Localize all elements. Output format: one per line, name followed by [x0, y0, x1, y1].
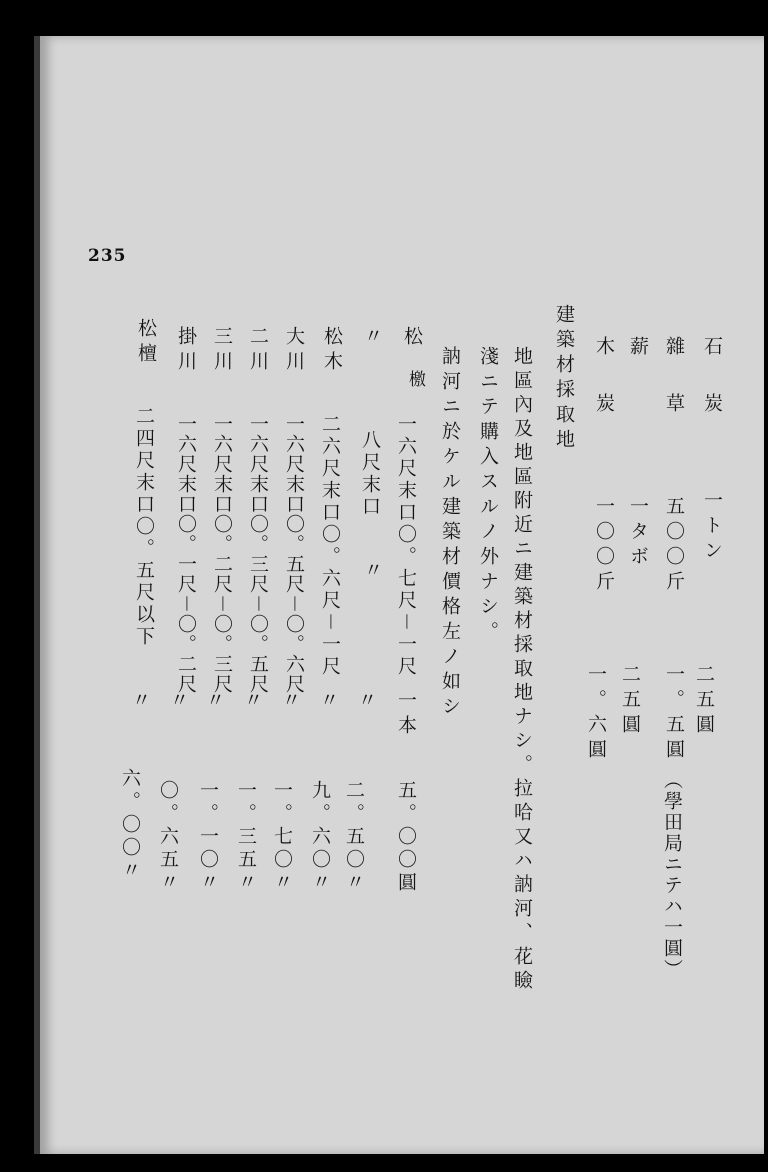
timber-row-8-unit: 〃	[129, 690, 151, 715]
item-charcoal-unit: 一〇〇斤	[593, 496, 615, 596]
timber-row-6-unit: 〃	[203, 690, 225, 715]
timber-row-1-size: 一六尺末口〇。七尺－一尺	[395, 414, 417, 679]
timber-row-2-price: 二。五〇〃	[343, 780, 365, 895]
timber-row-2-ditto: 〃	[361, 560, 383, 585]
timber-row-8-name: 松檀	[135, 318, 157, 368]
timber-row-3-name: 松木	[321, 326, 343, 376]
section-paragraph-3: 訥河ニ於ケル建築材價格左ノ如シ	[439, 346, 461, 721]
timber-row-7-size: 一六尺末口〇。一尺－〇。二尺	[175, 414, 197, 695]
timber-row-8-size: 二四尺末口〇。五尺以下	[133, 406, 155, 648]
timber-row-7-name: 掛川	[175, 326, 197, 376]
timber-row-4-unit: 〃	[279, 690, 301, 715]
timber-row-1-unit: 一本	[395, 690, 417, 740]
item-charcoal-name: 木炭	[593, 336, 615, 450]
section-paragraph-2: 淺ニテ購入スルノ外ナシ。	[477, 346, 499, 646]
timber-row-4-price: 一。七〇〃	[271, 780, 293, 895]
timber-row-6-name: 三川	[211, 326, 233, 376]
item-coal-price: 二五圓	[693, 664, 715, 739]
timber-row-1-price: 五。〇〇圓	[395, 780, 417, 895]
item-hay-note: （學田局ニテハ一圓）	[661, 770, 683, 980]
timber-row-5-unit: 〃	[241, 690, 263, 715]
timber-row-2-name: 〃	[361, 326, 383, 351]
section-paragraph-1: 地區內及地區附近ニ建築材採取地ナシ。拉哈又ハ訥河、花瞼	[511, 346, 533, 994]
timber-row-3-size: 二六尺末口〇。六尺－一尺	[319, 414, 341, 679]
timber-row-5-price: 一。三五〃	[235, 780, 257, 895]
timber-row-5-name: 二川	[247, 326, 269, 376]
item-firewood-name: 薪	[627, 336, 649, 361]
item-hay-unit: 五〇〇斤	[663, 496, 685, 596]
timber-row-4-size: 一六尺末口〇。五尺－〇。六尺	[283, 414, 305, 695]
timber-row-3-price: 九。六〇〃	[309, 780, 331, 895]
timber-row-1-sub: 檄	[405, 370, 425, 393]
timber-row-1-name: 松	[401, 326, 423, 351]
item-hay-price: 一。五圓	[663, 664, 685, 764]
item-coal-name: 石炭	[701, 336, 723, 450]
item-firewood-unit: 一タボ	[627, 496, 649, 571]
item-firewood-price: 二五圓	[619, 664, 641, 739]
timber-row-7-unit: 〃	[167, 690, 189, 715]
timber-row-7-price: 〇。六五〃	[157, 780, 179, 895]
timber-row-6-size: 一六尺末口〇。二尺－〇。三尺	[211, 414, 233, 695]
timber-row-2-size: 八尺末口	[359, 430, 381, 518]
timber-row-2-unit: 〃	[355, 690, 377, 715]
timber-row-4-name: 大川	[283, 326, 305, 376]
timber-row-3-unit: 〃	[317, 690, 339, 715]
item-coal-unit: 一トン	[701, 490, 723, 565]
page-number: 235	[88, 246, 127, 266]
timber-row-8-price: 六。〇〇〃	[119, 768, 141, 883]
section-heading: 建築材採取地	[553, 304, 575, 454]
timber-row-5-size: 一六尺末口〇。三尺－〇。五尺	[247, 414, 269, 695]
item-hay-name: 雜草	[663, 336, 685, 450]
item-charcoal-price: 一。六圓	[585, 664, 607, 764]
timber-row-6-price: 一。一〇〃	[197, 780, 219, 895]
